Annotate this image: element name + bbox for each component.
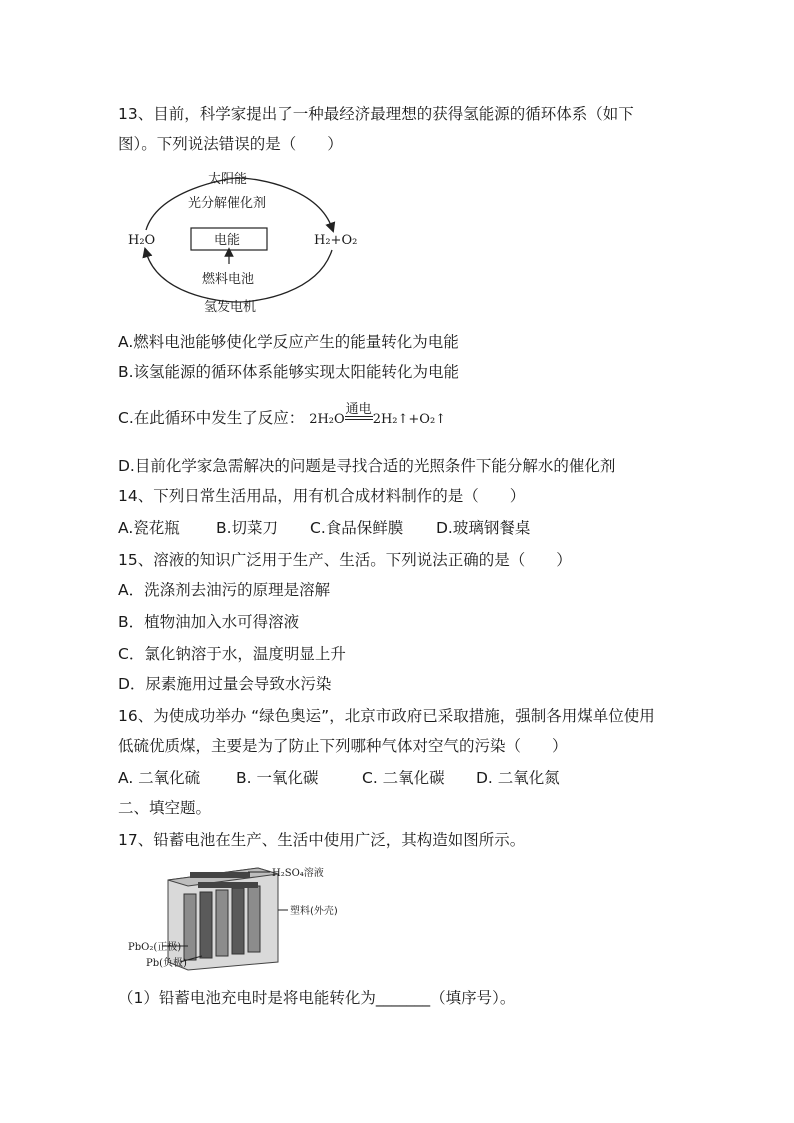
q14-option-b: B.切菜刀 [216, 519, 279, 537]
diagram-left: H₂O [128, 233, 156, 248]
q15-stem: 15、溶液的知识广泛用于生产、生活。下列说法正确的是（ ） [118, 551, 572, 569]
fig-label-positive: PbO₂(正极) [128, 942, 182, 953]
diagram-bottom1: 燃料电池 [202, 272, 255, 287]
q16-option-c: C. 二氧化碳 [362, 769, 445, 787]
q13-option-c-rhs: 2H₂↑+O₂↑ [372, 412, 447, 427]
q13-option-c-condition: 通电 [345, 401, 372, 417]
diagram-top1: 太阳能 [208, 172, 248, 187]
q13-option-c-prefix: C.在此循环中发生了反应： [118, 409, 305, 427]
diagram-center: 电能 [214, 233, 241, 248]
q17-sub1: （1）铅蓄电池充电时是将电能转化为_______（填序号）。 [118, 989, 516, 1007]
q16-stem-line1: 16、为使成功举办 “绿色奥运”，北京市政府已采取措施，强制各用煤单位使用 [118, 707, 655, 725]
q13-option-c [118, 401, 447, 430]
q14-option-c: C.食品保鲜膜 [310, 519, 404, 537]
q13-option-c-lhs: 2H₂O [309, 412, 345, 427]
q13-option-c-arrow [345, 401, 373, 422]
fig-label-negative: Pb(负极) [146, 958, 187, 969]
fig-label-electrolyte: H₂SO₄溶液 [272, 868, 324, 879]
q15-option-c: C．氯化钠溶于水，温度明显上升 [118, 645, 346, 663]
q13-option-a: A.燃料电池能够使化学反应产生的能量转化为电能 [118, 333, 459, 351]
fig-label-shell: 塑料(外壳) [290, 906, 338, 917]
hydrogen-cycle-diagram [118, 168, 358, 318]
q13-stem-line1: 13、目前，科学家提出了一种最经济最理想的获得氢能源的循环体系（如下 [118, 105, 634, 123]
q14-option-d: D.玻璃钢餐桌 [436, 519, 531, 537]
q14-stem: 14、下列日常生活用品，用有机合成材料制作的是（ ） [118, 487, 526, 505]
q14-option-a: A.瓷花瓶 [118, 519, 180, 537]
q17-stem: 17、铅蓄电池在生产、生活中使用广泛，其构造如图所示。 [118, 831, 526, 849]
diagram-bottom2: 氢发电机 [204, 300, 257, 315]
q15-option-b: B．植物油加入水可得溶液 [118, 613, 300, 631]
q16-option-a: A. 二氧化硫 [118, 769, 201, 787]
q16-option-d: D. 二氧化氮 [476, 769, 560, 787]
q16-option-b: B. 一氧化碳 [236, 769, 319, 787]
diagram-top2: 光分解催化剂 [188, 196, 267, 211]
q13-option-d: D.目前化学家急需解决的问题是寻找合适的光照条件下能分解水的催化剂 [118, 457, 616, 475]
diagram-right: H₂+O₂ [314, 233, 358, 248]
section-heading: 二、填空题。 [118, 799, 212, 817]
q15-option-d: D．尿素施用过量会导致水污染 [118, 675, 332, 693]
q15-option-a: A．洗涤剂去油污的原理是溶解 [118, 581, 331, 599]
lead-acid-battery-figure [128, 858, 378, 974]
q13-stem-line2: 图）。下列说法错误的是（ ） [118, 135, 343, 153]
q16-stem-line2: 低硫优质煤，主要是为了防止下列哪种气体对空气的污染（ ） [118, 737, 568, 755]
q13-option-b: B.该氢能源的循环体系能够实现太阳能转化为电能 [118, 363, 460, 381]
